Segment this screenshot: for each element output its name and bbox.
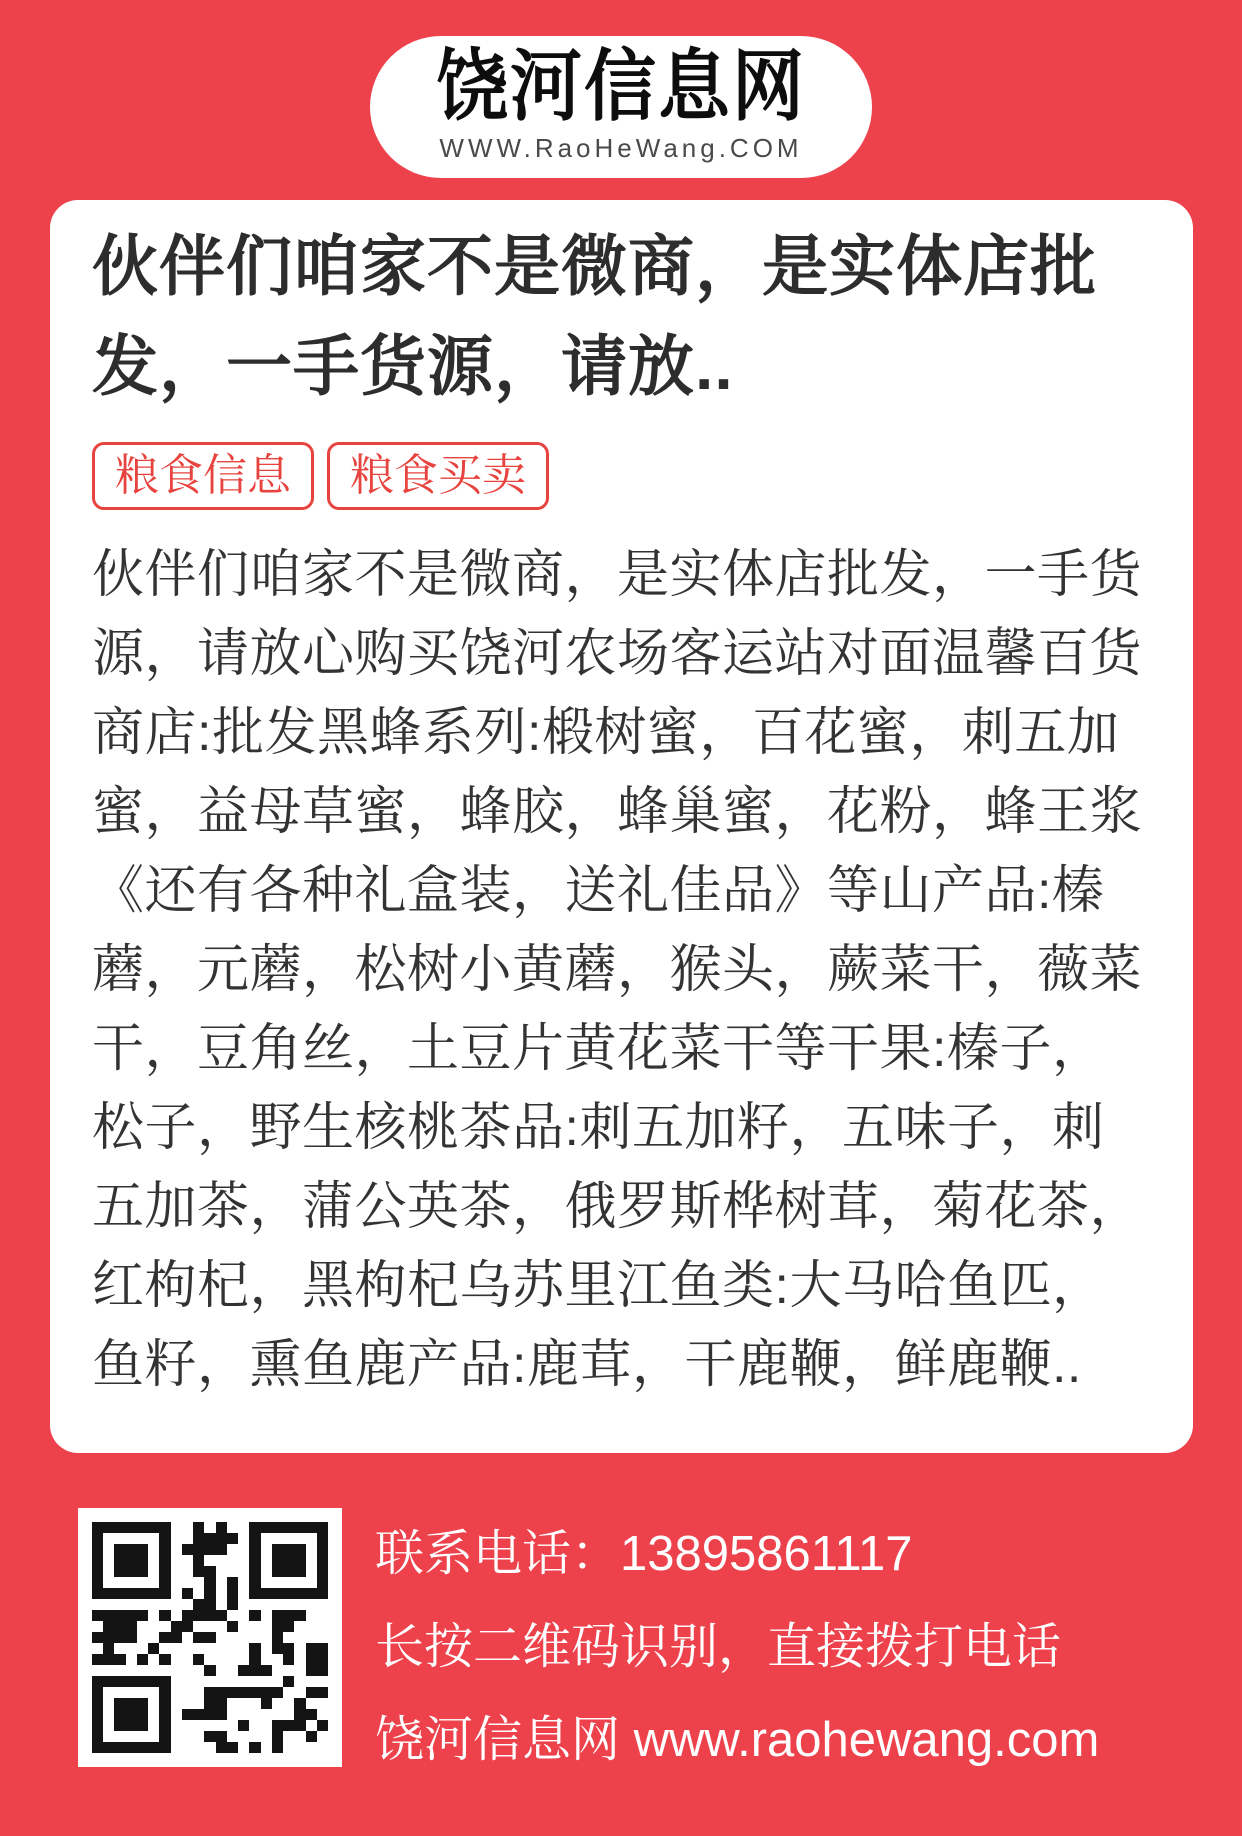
qr-hint-text: 长按二维码识别，直接拨打电话 [375, 1620, 1062, 1674]
tag-list [92, 442, 1151, 510]
phone-number[interactable]: 13895861117 [620, 1527, 913, 1581]
qr-code-pattern [92, 1522, 328, 1753]
phone-label: 联系电话： [375, 1527, 621, 1581]
site-logo [370, 36, 872, 178]
site-logo-subtitle: WWW.RaoHeWang.COM [439, 133, 803, 164]
post-body-text: 伙伴们咱家不是微商，是实体店批发，一手货源，请放心购买饶河农场客运站对面温馨百货商店:批发黑蜂系列:椴树蜜，百花蜜，刺五加蜜，益母草蜜，蜂胶，蜂巢蜜，花粉，蜂王浆《还有各种礼盒装，送礼佳品》等山产品:榛蘑，元蘑，松树小黄蘑，猴头，蕨菜干，薇菜干，豆角丝，土豆片黄花菜干等干果:榛子，松子，野生核桃茶品:刺五加籽，五味子，刺五加茶，蒲公英茶，俄罗斯桦树茸，菊花茶，红枸杞，黑枸杞乌苏里江鱼类:大马哈鱼匹，鱼籽，熏鱼鹿产品:鹿茸，干鹿鞭，鲜鹿鞭.. [92, 546, 1143, 1394]
tag-grain-info[interactable]: 粮食信息 [92, 442, 314, 510]
qr-code[interactable] [78, 1508, 342, 1767]
tag-grain-trade[interactable]: 粮食买卖 [327, 442, 549, 510]
phone-row [375, 1508, 1099, 1601]
contact-section [375, 1508, 1099, 1787]
site-name: 饶河信息网 [375, 1713, 634, 1767]
site-url[interactable]: www.raohewang.com [633, 1713, 1100, 1767]
post-title: 伙伴们咱家不是微商，是实体店批发，一手货源，请放.. [92, 229, 1097, 403]
site-row [375, 1694, 1099, 1787]
post-card [50, 200, 1193, 1453]
site-logo-title: 饶河信息网 [435, 43, 806, 130]
